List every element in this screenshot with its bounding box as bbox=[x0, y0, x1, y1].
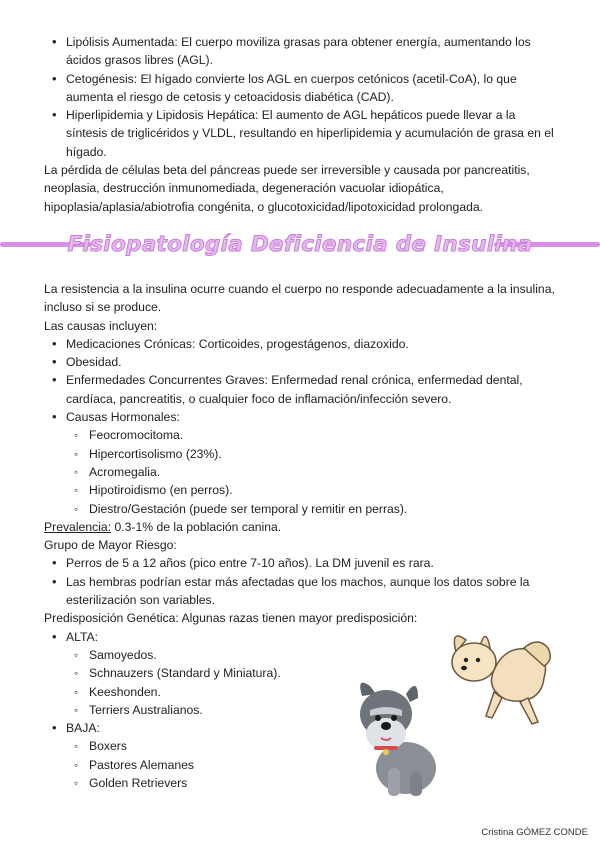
list-item: ◦ Boxers bbox=[44, 737, 560, 755]
risk-label: Grupo de Mayor Riesgo: bbox=[44, 538, 177, 553]
author-credit: Cristina GÓMEZ CONDE bbox=[481, 827, 588, 838]
list-item: • Cetogénesis: El hígado convierte los AGL en cuerpos cetónicos (acetil-CoA), lo que aumenta el riesgo de cetosis y cetoacidosis diabética (CAD). bbox=[44, 70, 560, 107]
intro-paragraph: La resistencia a la insulina ocurre cuando el cuerpo no responde adecuadamente a la insulina, incluso si se produce. bbox=[44, 282, 555, 315]
prevalence-label: Prevalencia: bbox=[44, 519, 112, 534]
list-item: • Perros de 5 a 12 años (pico entre 7-10 años). La DM juvenil es rara. bbox=[44, 554, 560, 572]
list-item: • Las hembras podrían estar más afectadas que los machos, aunque los datos sobre la esterilización son variables. bbox=[44, 573, 560, 610]
list-item: • Causas Hormonales: bbox=[44, 408, 560, 426]
section-title: Fisiopatología Deficiencia de Insulina bbox=[67, 232, 533, 257]
high-label: • ALTA: bbox=[44, 628, 560, 646]
top-section bbox=[44, 33, 560, 216]
list-item: ◦ Acromegalia. bbox=[44, 463, 560, 481]
low-label: • BAJA: bbox=[44, 719, 560, 737]
risk-list bbox=[44, 554, 560, 609]
list-item: • Obesidad. bbox=[44, 353, 560, 371]
list-item: ◦ Pastores Alemanes bbox=[44, 756, 560, 774]
list-item: • Enfermedades Concurrentes Graves: Enfermedad renal crónica, enfermedad dental, cardíaca, pancreatitis, o cualquier foco de inflamación/infección severo. bbox=[44, 371, 560, 408]
genetic-label: Predisposición Genética: Algunas razas tienen mayor predisposición: bbox=[44, 611, 418, 626]
schnauzer-dog-illustration bbox=[348, 676, 440, 800]
prevalence-value: 0.3-1% de la población canina. bbox=[111, 519, 282, 534]
list-item: ◦ Terriers Australianos. bbox=[44, 701, 560, 719]
list-item: • Medicaciones Crónicas: Corticoides, progestágenos, diazoxido. bbox=[44, 335, 560, 353]
metabolic-effects-list bbox=[44, 33, 560, 161]
causes-label: Las causas incluyen: bbox=[44, 318, 158, 333]
list-item: ◦ Schnauzers (Standard y Miniatura). bbox=[44, 664, 560, 682]
list-item: ◦ Golden Retrievers bbox=[44, 774, 560, 792]
list-item: ◦ Feocromocitoma. bbox=[44, 426, 560, 444]
pomeranian-dog-illustration bbox=[446, 626, 556, 730]
list-item: ◦ Hipercortisolismo (23%). bbox=[44, 445, 560, 463]
list-item: ◦ Samoyedos. bbox=[44, 646, 560, 664]
hormonal-causes-list bbox=[44, 426, 560, 517]
list-item: • Hiperlipidemia y Lipidosis Hepática: El aumento de AGL hepáticos puede llevar a la síntesis de triglicéridos y VLDL, resultando en hiperlipidemia y acumulación de grasa en el hígado. bbox=[44, 106, 560, 161]
beta-cell-paragraph: La pérdida de células beta del páncreas puede ser irreversible y causada por pancreatitis, neoplasia, destrucción inmunomediada, degeneración vacuolar idiopática, hipoplasia/aplasia/abiotrofia congénita, o glucotoxicidad/lipotoxicidad prolongada. bbox=[44, 163, 530, 214]
list-item: • Lipólisis Aumentada: El cuerpo moviliza grasas para obtener energía, aumentando los ácidos grasos libres (AGL). bbox=[44, 33, 560, 70]
low-breeds-list bbox=[44, 737, 560, 792]
causes-list bbox=[44, 335, 560, 426]
list-item: ◦ Keeshonden. bbox=[44, 683, 560, 701]
list-item: ◦ Hipotiroidismo (en perros). bbox=[44, 481, 560, 499]
prevalence-line bbox=[44, 518, 560, 536]
list-item: ◦ Diestro/Gestación (puede ser temporal y remitir en perras). bbox=[44, 500, 560, 518]
section-heading bbox=[0, 228, 600, 262]
